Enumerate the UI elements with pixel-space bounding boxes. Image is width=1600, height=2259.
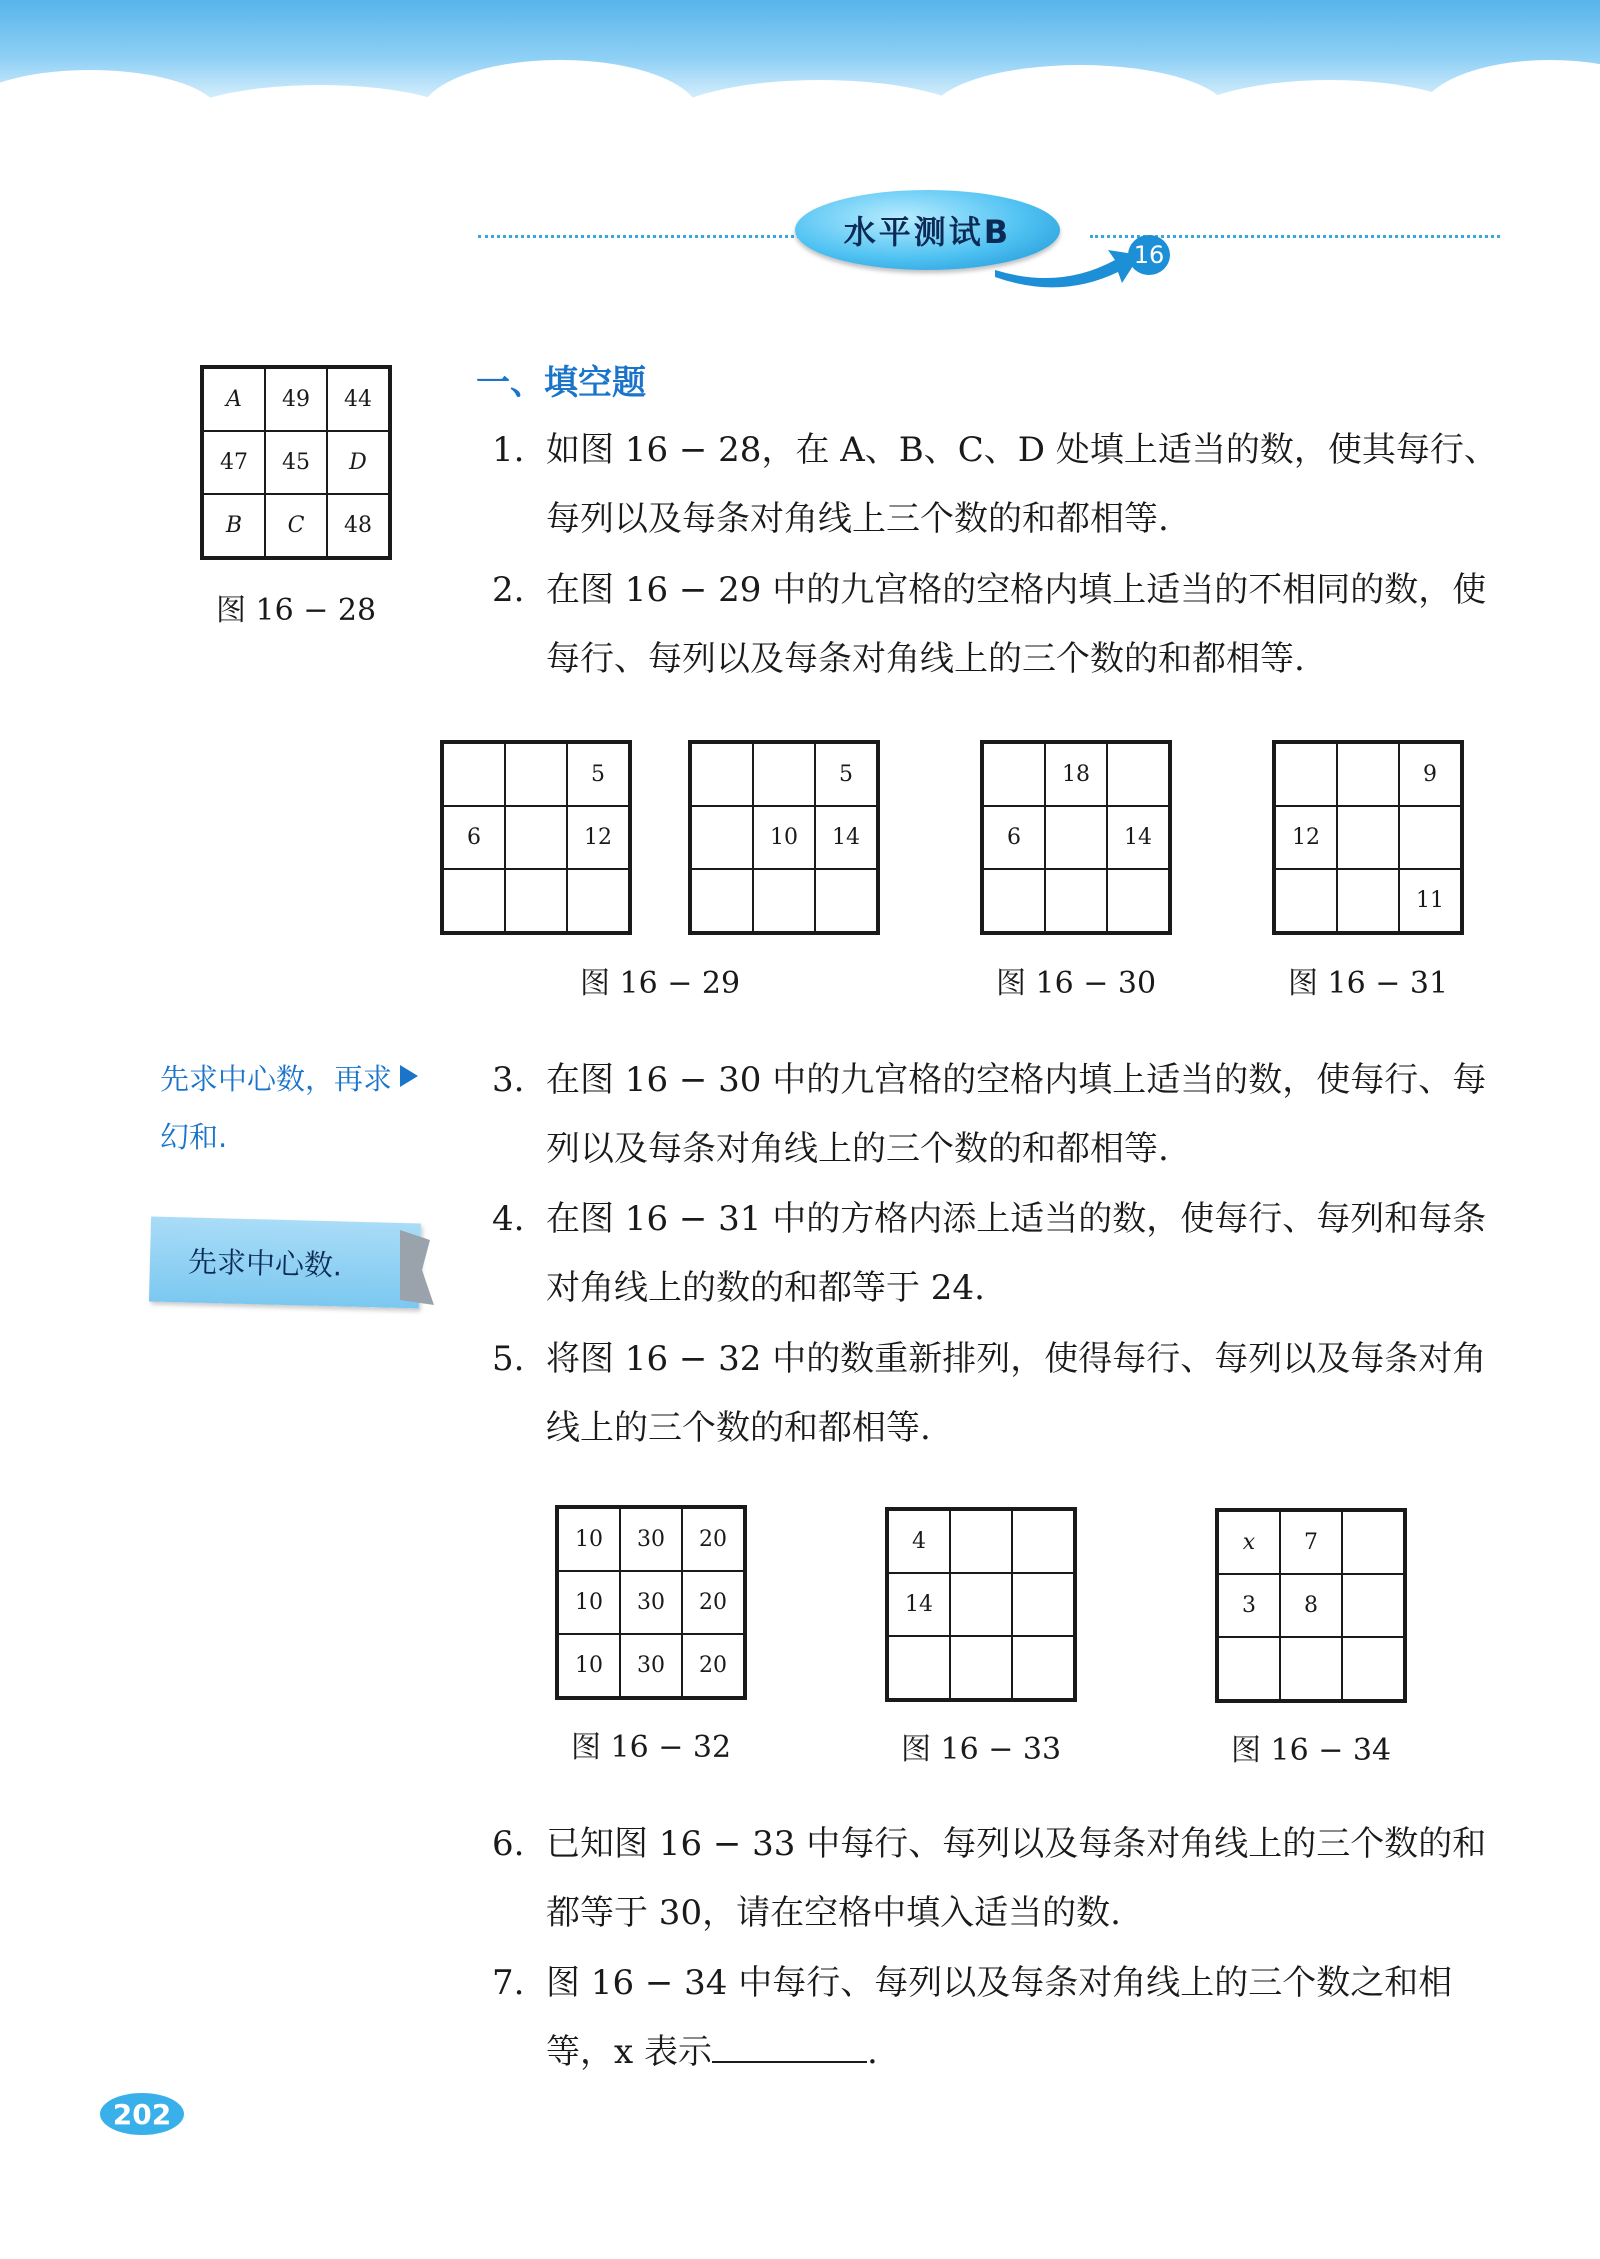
grid-cell bbox=[1337, 869, 1399, 932]
grid-cell: 14 bbox=[815, 806, 877, 869]
question-number: 6. bbox=[492, 1824, 525, 1864]
grid-cell bbox=[443, 743, 505, 806]
grid-cell: 18 bbox=[1045, 743, 1107, 806]
question-number: 2. bbox=[492, 570, 525, 610]
question-text: 将图 16 − 32 中的数重新排列，使得每行、每列以及每条对角线上的三个数的和都相等. bbox=[546, 1339, 1487, 1448]
page-number: 202 bbox=[100, 2093, 184, 2135]
grid-cell bbox=[1342, 1574, 1404, 1637]
side-note-sticky bbox=[149, 1216, 421, 1308]
grid-cell: D bbox=[327, 431, 389, 494]
question-text-tail: . bbox=[866, 2032, 878, 2072]
question-text: 已知图 16 − 33 中每行、每列以及每条对角线上的三个数的和都等于 30，请在空格中填入适当的数. bbox=[546, 1824, 1487, 1933]
grid-cell: 20 bbox=[682, 1508, 744, 1571]
grid-cell bbox=[1045, 869, 1107, 932]
grid-cell bbox=[1337, 743, 1399, 806]
grid-fig-16-28 bbox=[200, 365, 392, 560]
cloud-decoration bbox=[660, 80, 980, 170]
grid-cell bbox=[950, 1573, 1012, 1636]
grid-cell: 12 bbox=[567, 806, 629, 869]
grid-cell bbox=[1280, 1637, 1342, 1700]
grid-cell bbox=[1342, 1511, 1404, 1574]
grid-cell bbox=[983, 743, 1045, 806]
grid-cell: 11 bbox=[1399, 869, 1461, 932]
caption-fig-16-29: 图 16 − 29 bbox=[579, 966, 741, 1001]
grid-cell bbox=[815, 869, 877, 932]
section-title: 一、填空题 bbox=[476, 363, 646, 403]
grid-cell: 20 bbox=[682, 1634, 744, 1697]
header-dotted-line bbox=[478, 235, 800, 238]
grid-cell: 45 bbox=[265, 431, 327, 494]
grid-cell bbox=[567, 869, 629, 932]
grid-cell bbox=[1342, 1637, 1404, 1700]
question-text: 在图 16 − 29 中的九宫格的空格内填上适当的不相同的数，使每行、每列以及每条对角线上的三个数的和都相等. bbox=[546, 570, 1487, 679]
grid-fig-16-32 bbox=[555, 1505, 747, 1700]
grid-cell bbox=[1012, 1636, 1074, 1699]
sticky-fold-icon bbox=[400, 1230, 435, 1310]
grid-cell bbox=[1399, 806, 1461, 869]
badge-title: 水平测试B bbox=[843, 213, 1012, 251]
grid-cell bbox=[753, 869, 815, 932]
grid-cell bbox=[691, 806, 753, 869]
question-text: 在图 16 − 31 中的方格内添上适当的数，使每行、每列和每条对角线上的数的和都等于 24. bbox=[546, 1199, 1487, 1308]
grid-cell bbox=[1012, 1573, 1074, 1636]
grid-cell: 5 bbox=[567, 743, 629, 806]
chapter-number-badge: 16 bbox=[1128, 235, 1170, 275]
triangle-pointer-icon bbox=[398, 1063, 420, 1089]
question-number: 5. bbox=[492, 1339, 525, 1379]
grid-cell: 10 bbox=[753, 806, 815, 869]
grid-cell bbox=[950, 1636, 1012, 1699]
section-badge bbox=[795, 190, 1060, 270]
grid-cell: 14 bbox=[888, 1573, 950, 1636]
caption-fig-16-33: 图 16 − 33 bbox=[900, 1732, 1062, 1767]
grid-cell bbox=[505, 869, 567, 932]
question-text-main: 图 16 − 34 中每行、每列以及每条对角线上的三个数之和相等，x 表示 bbox=[546, 1963, 1453, 2072]
question-number: 3. bbox=[492, 1060, 525, 1100]
grid-cell: 10 bbox=[558, 1571, 620, 1634]
grid-fig-16-31 bbox=[1272, 740, 1464, 935]
question-number: 1. bbox=[492, 430, 525, 470]
grid-cell: 9 bbox=[1399, 743, 1461, 806]
grid-cell bbox=[1275, 869, 1337, 932]
grid-cell: 30 bbox=[620, 1634, 682, 1697]
grid-cell: 30 bbox=[620, 1571, 682, 1634]
grid-cell bbox=[1012, 1510, 1074, 1573]
question-4 bbox=[492, 1185, 1502, 1323]
grid-cell: x bbox=[1218, 1511, 1280, 1574]
grid-cell: 30 bbox=[620, 1508, 682, 1571]
grid-cell bbox=[691, 743, 753, 806]
question-text: 如图 16 − 28，在 A、B、C、D 处填上适当的数，使其每行、每列以及每条对角线上三个数的和都相等. bbox=[546, 430, 1498, 539]
grid-cell bbox=[505, 743, 567, 806]
grid-cell: 7 bbox=[1280, 1511, 1342, 1574]
grid-cell bbox=[950, 1510, 1012, 1573]
grid-cell bbox=[443, 869, 505, 932]
question-3 bbox=[492, 1046, 1502, 1184]
caption-fig-16-31: 图 16 − 31 bbox=[1287, 966, 1449, 1001]
grid-cell: 12 bbox=[1275, 806, 1337, 869]
grid-cell: 48 bbox=[327, 494, 389, 557]
question-text: 在图 16 − 30 中的九宫格的空格内填上适当的数，使每行、每列以及每条对角线上的三个数的和都相等. bbox=[546, 1060, 1487, 1169]
grid-cell bbox=[505, 806, 567, 869]
grid-cell: 3 bbox=[1218, 1574, 1280, 1637]
grid-cell bbox=[753, 743, 815, 806]
answer-blank[interactable] bbox=[712, 2027, 867, 2063]
grid-cell bbox=[1107, 743, 1169, 806]
grid-cell: 5 bbox=[815, 743, 877, 806]
question-1 bbox=[492, 416, 1502, 554]
grid-cell bbox=[888, 1636, 950, 1699]
side-note-hint: 先求中心数，再求幻和. bbox=[160, 1062, 393, 1154]
caption-fig-16-34: 图 16 − 34 bbox=[1230, 1733, 1392, 1768]
grid-cell: 6 bbox=[983, 806, 1045, 869]
question-6 bbox=[492, 1810, 1502, 1948]
cloud-decoration bbox=[420, 60, 700, 170]
grid-cell: 20 bbox=[682, 1571, 744, 1634]
grid-fig-16-30 bbox=[980, 740, 1172, 935]
grid-cell: 8 bbox=[1280, 1574, 1342, 1637]
grid-cell: 49 bbox=[265, 368, 327, 431]
question-7 bbox=[492, 1949, 1502, 2087]
caption-fig-16-30: 图 16 − 30 bbox=[995, 966, 1157, 1001]
grid-cell: 6 bbox=[443, 806, 505, 869]
grid-cell: 4 bbox=[888, 1510, 950, 1573]
cloud-decoration bbox=[1420, 60, 1600, 170]
grid-cell bbox=[1275, 743, 1337, 806]
grid-cell: A bbox=[203, 368, 265, 431]
grid-cell: 44 bbox=[327, 368, 389, 431]
question-number: 7. bbox=[492, 1963, 525, 2003]
grid-cell: C bbox=[265, 494, 327, 557]
grid-fig-16-33 bbox=[885, 1507, 1077, 1702]
grid-cell: 47 bbox=[203, 431, 265, 494]
grid-fig-16-29b bbox=[688, 740, 880, 935]
question-text bbox=[546, 1949, 1502, 2087]
grid-cell bbox=[983, 869, 1045, 932]
grid-fig-16-29a bbox=[440, 740, 632, 935]
grid-cell bbox=[1045, 806, 1107, 869]
grid-cell bbox=[1107, 869, 1169, 932]
grid-cell: B bbox=[203, 494, 265, 557]
question-number: 4. bbox=[492, 1199, 525, 1239]
caption-fig-16-28: 图 16 − 28 bbox=[215, 593, 377, 628]
question-2 bbox=[492, 556, 1502, 694]
side-note-sticky-text: 先求中心数. bbox=[187, 1244, 343, 1283]
grid-cell: 10 bbox=[558, 1508, 620, 1571]
grid-cell bbox=[1337, 806, 1399, 869]
caption-fig-16-32: 图 16 − 32 bbox=[570, 1730, 732, 1765]
header-sky-banner bbox=[0, 0, 1600, 130]
grid-cell: 14 bbox=[1107, 806, 1169, 869]
question-5 bbox=[492, 1325, 1502, 1463]
grid-cell: 10 bbox=[558, 1634, 620, 1697]
grid-fig-16-34 bbox=[1215, 1508, 1407, 1703]
grid-cell bbox=[1218, 1637, 1280, 1700]
grid-cell bbox=[691, 869, 753, 932]
